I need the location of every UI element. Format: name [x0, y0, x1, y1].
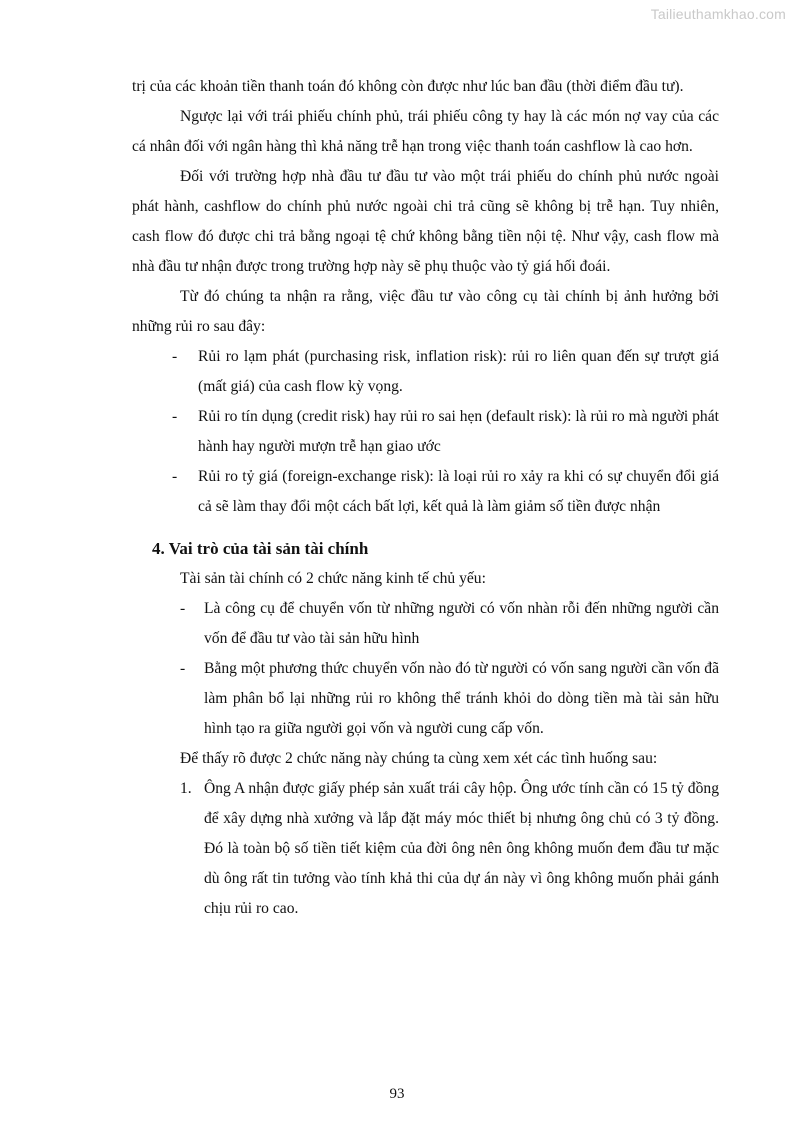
cases-lead: Để thấy rõ được 2 chức năng này chúng ta cùng xem xét các tình huống sau: — [180, 750, 658, 767]
watermark-text: Tailieuthamkhao.com — [650, 6, 786, 22]
list-marker: - — [172, 468, 178, 485]
list-marker: - — [180, 600, 186, 617]
list-item — [132, 402, 719, 462]
page-number: 93 — [389, 1086, 405, 1102]
list-item — [132, 594, 719, 654]
section-intro: Tài sản tài chính có 2 chức năng kinh tế chủ yếu: — [180, 570, 486, 587]
paragraph-risk-intro: Từ đó chúng ta nhận ra rằng, việc đầu tư vào công cụ tài chính bị ảnh hưởng bởi những rủi ro sau đây: — [132, 288, 719, 335]
list-item-text: Rủi ro tỷ giá (foreign-exchange risk): là loại rủi ro xảy ra khi có sự chuyển đổi giá cả sẽ làm thay đổi một cách bất lợi, kết quả là làm giảm số tiền được nhận — [198, 468, 719, 515]
list-item-text: Là công cụ để chuyển vốn từ những người có vốn nhàn rỗi đến những người cần vốn để đầu tư vào tài sản hữu hình — [204, 600, 719, 647]
section-heading: 4. Vai trò của tài sản tài chính — [152, 539, 369, 558]
risk-list — [132, 342, 719, 522]
list-item — [132, 342, 719, 402]
list-item — [132, 774, 719, 924]
paragraph-continuation: trị của các khoản tiền thanh toán đó không còn được như lúc ban đầu (thời điểm đầu tư). — [132, 78, 684, 95]
list-item-text: Rủi ro lạm phát (purchasing risk, inflation risk): rủi ro liên quan đến sự trượt giá (mất giá) của cash flow kỳ vọng. — [198, 348, 719, 395]
paragraph-foreign-bonds: Đối với trường hợp nhà đầu tư đầu tư vào một trái phiếu do chính phủ nước ngoài phát hành, cashflow do chính phủ nước ngoài chi trả cũng sẽ không bị trễ hạn. Tuy nhiên, cash flow đó được chi trả bằng ngoại tệ chứ không bằng tiền nội tệ. Như vậy, cash flow mà nhà đầu tư nhận được trong trường hợp này sẽ phụ thuộc vào tỷ giá hối đoái. — [132, 168, 719, 275]
list-marker: - — [180, 660, 186, 677]
list-item-text: Ông A nhận được giấy phép sản xuất trái cây hộp. Ông ước tính cần có 15 tỷ đồng để xây dựng nhà xưởng và lắp đặt máy móc thiết bị nhưng ông chủ có 3 tỷ đồng. Đó là toàn bộ số tiền tiết kiệm của đời ông nên ông không muốn đem đầu tư mặc dù ông rất tin tưởng vào tính khả thi của dự án này vì ông không muốn phải gánh chịu rủi ro cao. — [204, 780, 719, 917]
page-body — [132, 72, 719, 924]
functions-list — [132, 594, 719, 744]
list-marker: 1. — [180, 780, 192, 797]
list-item-text: Rủi ro tín dụng (credit risk) hay rủi ro sai hẹn (default risk): là rủi ro mà người phát hành hay người mượn trễ hạn giao ước — [198, 408, 719, 455]
list-item — [132, 462, 719, 522]
cases-list — [132, 774, 719, 924]
paragraph-corporate-bonds: Ngược lại với trái phiếu chính phủ, trái phiếu công ty hay là các món nợ vay của các cá nhân đối với ngân hàng thì khả năng trễ hạn trong việc thanh toán cashflow là cao hơn. — [132, 108, 719, 155]
list-marker: - — [172, 348, 178, 365]
list-item — [132, 654, 719, 744]
list-item-text: Bằng một phương thức chuyển vốn nào đó từ người có vốn sang người cần vốn đã làm phân bổ lại những rủi ro không thể tránh khỏi do dòng tiền mà tài sản hữu hình tạo ra giữa người gọi vốn và người cung cấp vốn. — [204, 660, 719, 737]
list-marker: - — [172, 408, 178, 425]
